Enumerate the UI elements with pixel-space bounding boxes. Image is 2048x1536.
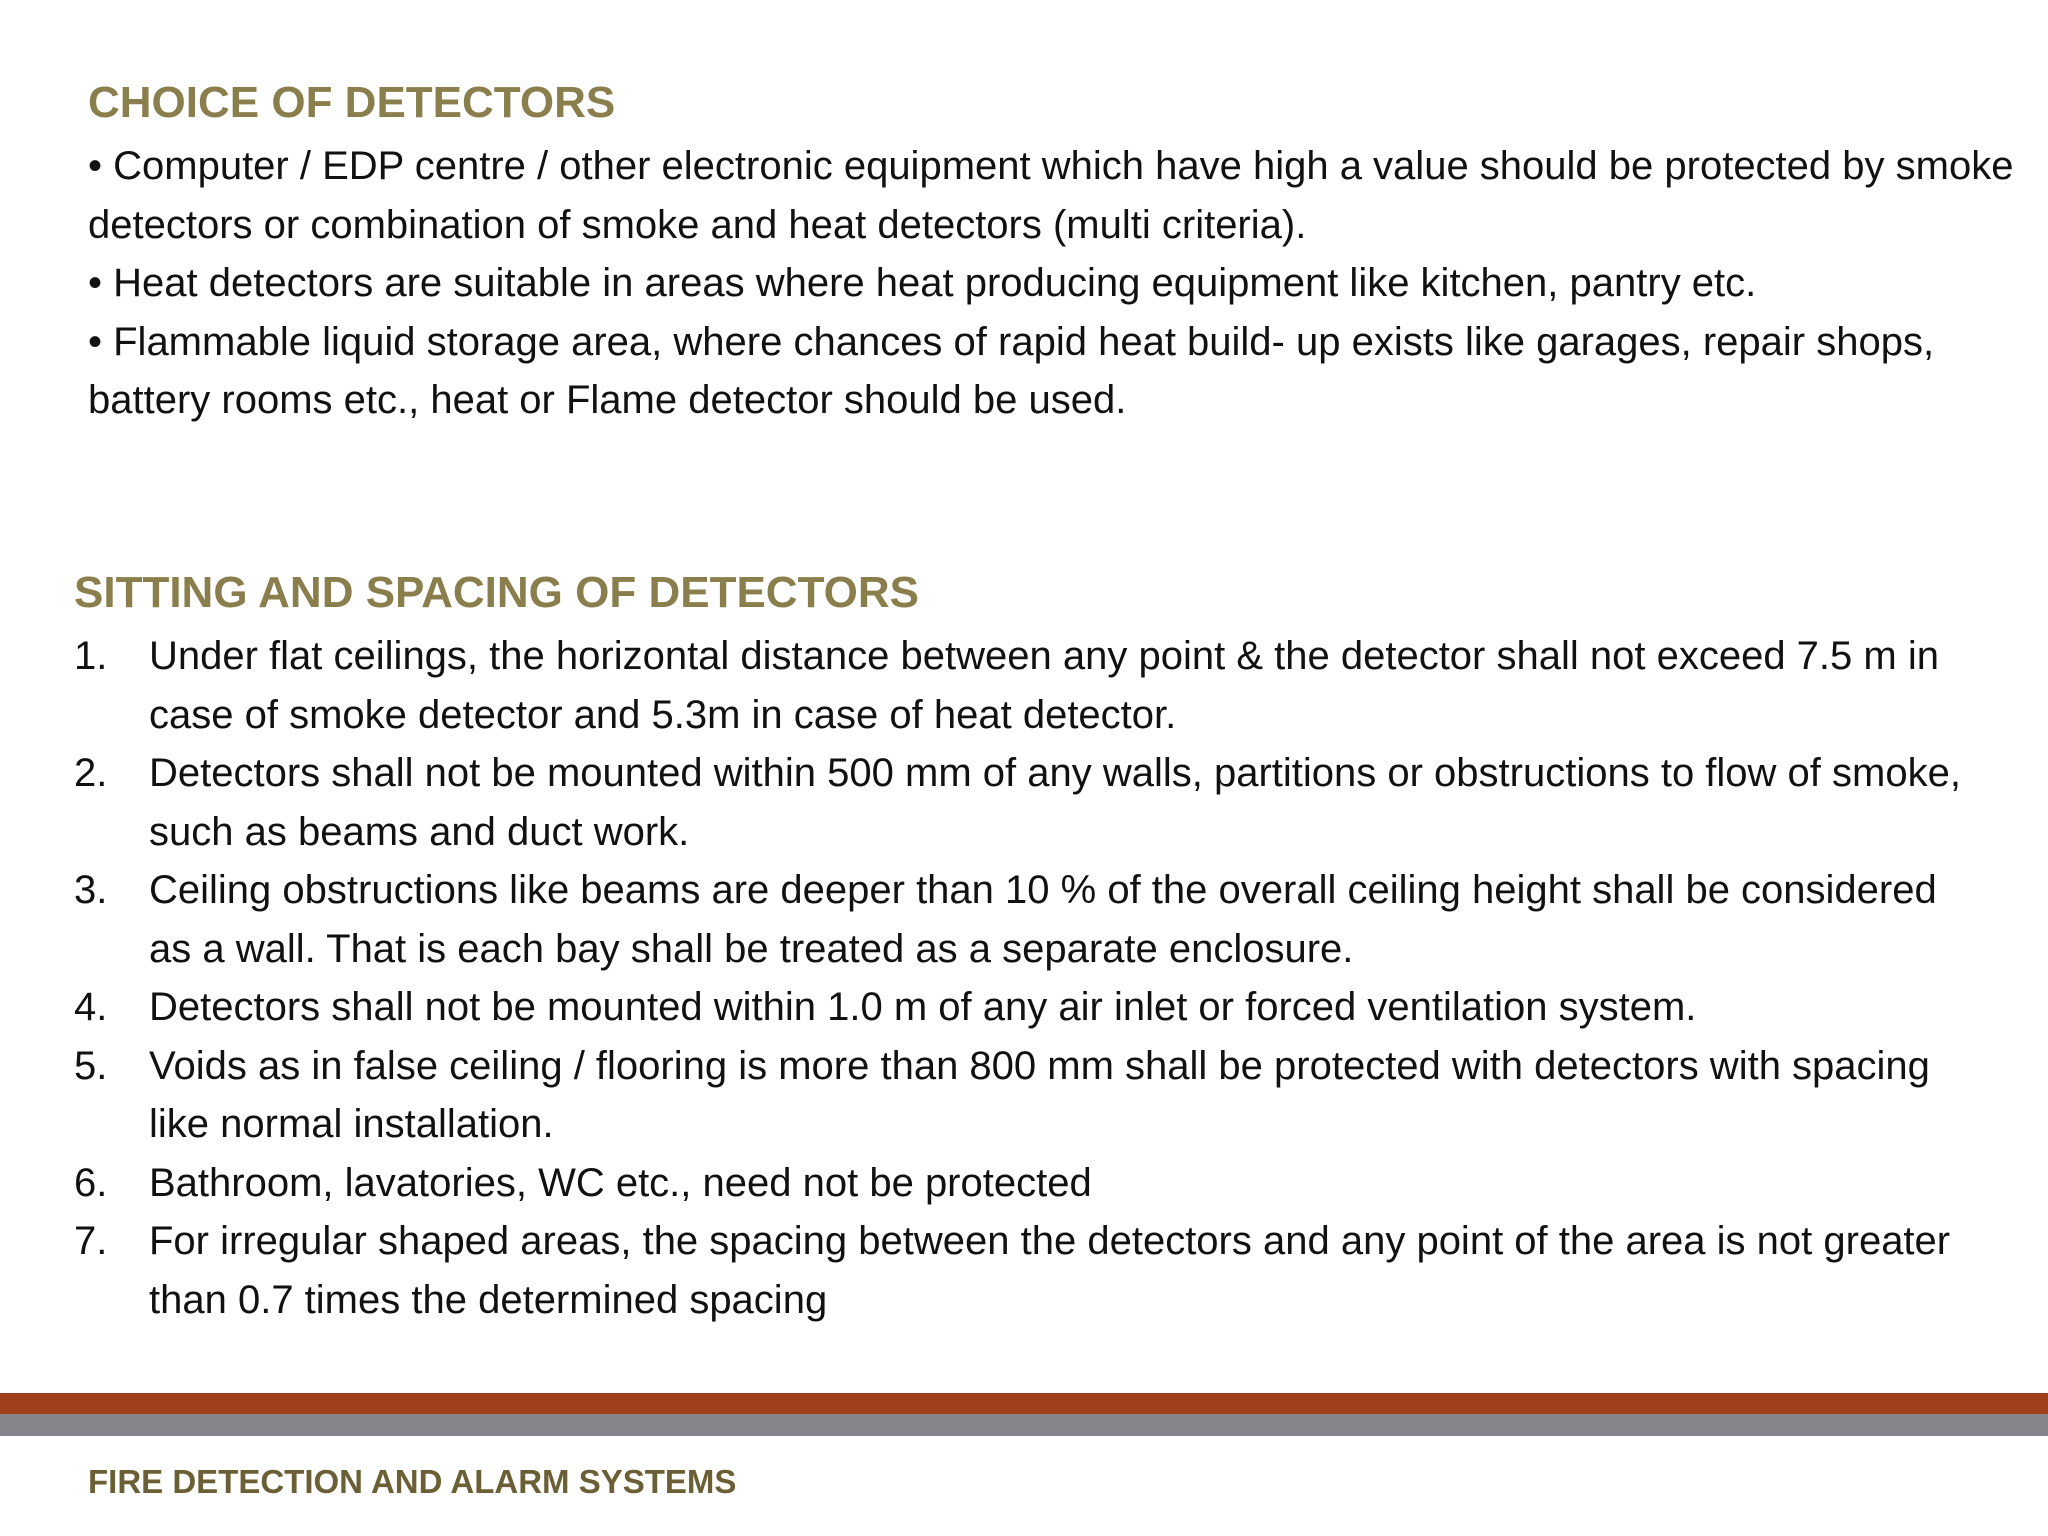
list-item-number: 7. [74,1219,108,1263]
list-item-text: Voids as in false ceiling / flooring is more than 800 mm shall be protected with detectors with spacing like normal installation. [149,1043,1930,1146]
choice-of-detectors-heading: CHOICE OF DETECTORS [88,78,616,127]
list-item-number: 4. [74,985,108,1029]
list-item-text: Under flat ceilings, the horizontal distance between any point & the detector shall not exceed 7.5 m in case of smoke detector and 5.3m in case of heat detector. [149,634,1939,737]
sitting-spacing-list [74,627,1974,1329]
list-item-text: Detectors shall not be mounted within 1.0 m of any air inlet or forced ventilation system. [149,985,1697,1029]
list-item [74,1154,1974,1213]
list-item-number: 1. [74,634,108,678]
bullet-item: • Heat detectors are suitable in areas where heat producing equipment like kitchen, pantry etc. [88,261,1757,305]
list-item [74,744,1974,861]
list-item-number: 6. [74,1160,108,1205]
choice-of-detectors-body [88,137,2018,430]
list-item-text: Detectors shall not be mounted within 500 mm of any walls, partitions or obstructions to flow of smoke, such as beams and duct work. [149,751,1961,854]
list-item-number: 3. [74,868,108,912]
sitting-spacing-heading: SITTING AND SPACING OF DETECTORS [74,568,920,617]
list-item-number: 2. [74,751,108,795]
list-item [74,1212,1974,1329]
bullet-item: • Flammable liquid storage area, where chances of rapid heat build- up exists like garages, repair shops, battery rooms etc., heat or Flame detector should be used. [88,319,1935,422]
list-item [74,978,1974,1037]
bullet-item: • Computer / EDP centre / other electronic equipment which have high a value should be protected by smoke detectors or combination of smoke and heat detectors (multi criteria). [88,144,2014,247]
list-item [74,627,1974,744]
list-item-text: Ceiling obstructions like beams are deeper than 10 % of the overall ceiling height shall be considered as a wall. That is each bay shall be treated as a separate enclosure. [149,868,1937,971]
list-item [74,1037,1974,1154]
list-item [74,861,1974,978]
list-item-number: 5. [74,1043,108,1088]
list-item-text: For irregular shaped areas, the spacing between the detectors and any point of the area is not greater than 0.7 times the determined spacing [149,1219,1951,1322]
footer-title: FIRE DETECTION AND ALARM SYSTEMS [88,1463,737,1500]
list-item-text: Bathroom, lavatories, WC etc., need not be protected [149,1160,1092,1205]
footer-band-rust [0,1393,2048,1414]
footer-band-gray [0,1414,2048,1436]
